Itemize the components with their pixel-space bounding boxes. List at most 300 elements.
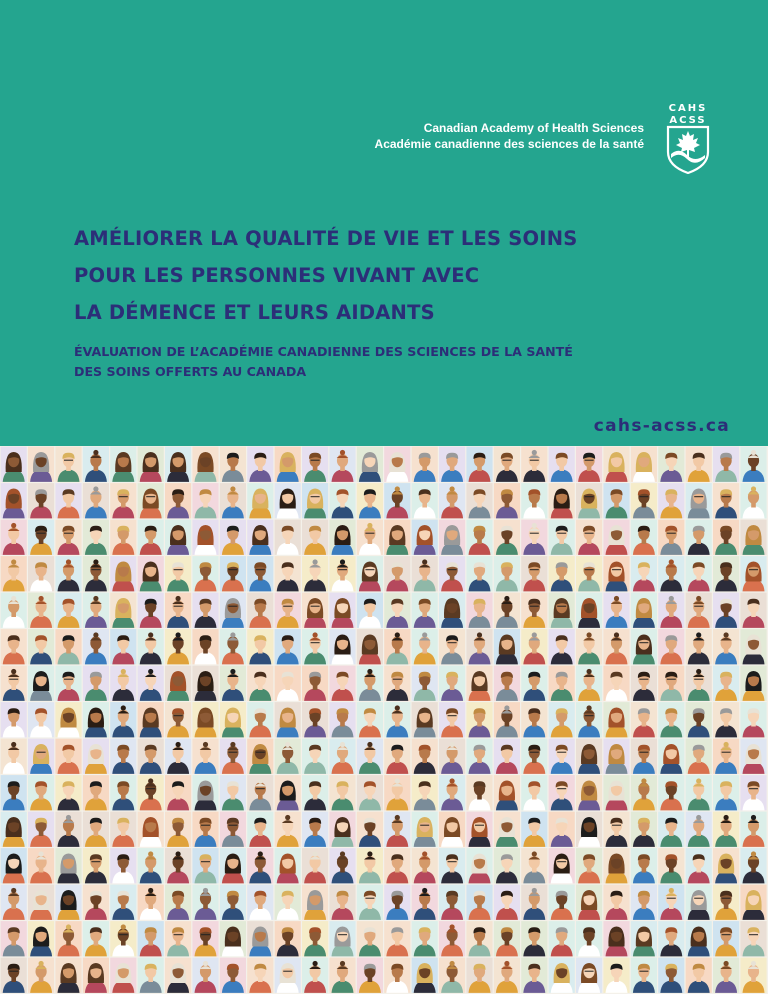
portrait-icon [28,812,54,847]
portrait-icon [83,739,109,774]
portrait-icon [549,812,575,847]
portrait-icon [138,848,164,883]
portrait-icon [110,702,136,737]
portrait-icon [55,666,81,701]
portrait-icon [220,921,246,956]
portrait-icon [110,593,136,628]
portrait-icon [686,593,712,628]
portrait-icon [658,921,684,956]
portrait-icon [275,885,301,920]
portrait-icon [302,812,328,847]
portrait-icon [110,483,136,518]
portrait-icon [521,629,547,664]
portrait-icon [466,483,492,518]
portrait-icon [165,885,191,920]
portrait-icon [603,520,629,555]
portrait-icon [247,739,273,774]
portrait-icon [110,848,136,883]
portrait-icon [384,447,410,482]
portrait-icon [521,447,547,482]
portrait-icon [1,666,27,701]
portrait-icon [576,520,602,555]
portrait-icon [275,593,301,628]
portrait-icon [28,885,54,920]
portrait-icon [686,885,712,920]
portrait-icon [384,885,410,920]
portrait-icon [686,483,712,518]
portrait-icon [521,666,547,701]
portrait-icon [83,775,109,810]
portrait-icon [686,848,712,883]
portrait-icon [439,702,465,737]
portrait-icon [658,556,684,591]
portrait-icon [412,447,438,482]
portrait-icon [28,958,54,993]
portrait-icon [686,958,712,993]
portrait-icon [494,812,520,847]
portrait-icon [55,629,81,664]
portrait-icon [576,958,602,993]
portrait-icon [192,520,218,555]
portrait-icon [603,848,629,883]
portrait-icon [302,483,328,518]
cahs-acss-logo-icon [665,100,711,174]
portrait-icon [603,775,629,810]
portrait-icon [192,958,218,993]
portrait-icon [549,629,575,664]
title-line-2: POUR LES PERSONNES VIVANT AVEC [74,264,480,287]
portrait-icon [302,739,328,774]
portrait-icon [576,885,602,920]
portrait-icon [138,885,164,920]
portrait-icon [384,775,410,810]
portrait-icon [329,629,355,664]
portrait-icon [275,958,301,993]
portrait-icon [55,483,81,518]
portrait-icon [138,593,164,628]
portrait-icon [220,520,246,555]
portrait-icon [740,666,766,701]
portrait-icon [138,739,164,774]
portrait-icon [247,520,273,555]
portrait-icon [439,447,465,482]
portrait-icon [1,593,27,628]
portrait-icon [220,629,246,664]
portrait-icon [603,556,629,591]
portrait-icon [357,921,383,956]
portrait-icon [192,483,218,518]
portrait-icon [412,483,438,518]
portrait-icon [1,775,27,810]
portrait-icon [494,921,520,956]
portrait-icon [549,739,575,774]
portrait-icon [165,702,191,737]
portrait-icon [28,520,54,555]
portrait-icon [357,885,383,920]
portrait-icon [686,666,712,701]
portrait-icon [83,666,109,701]
portrait-icon [713,520,739,555]
portrait-icon [631,885,657,920]
portrait-icon [247,666,273,701]
portrait-icon [55,520,81,555]
portrait-icon [275,921,301,956]
portrait-icon [220,775,246,810]
portrait-icon [631,483,657,518]
portrait-icon [521,775,547,810]
portrait-icon [631,520,657,555]
portrait-icon [439,812,465,847]
portrait-icon [28,447,54,482]
portrait-icon [165,447,191,482]
portrait-icon [357,739,383,774]
portrait-icon [83,556,109,591]
portrait-icon [275,629,301,664]
portrait-icon [1,739,27,774]
portrait-icon [384,812,410,847]
portrait-icon [247,812,273,847]
title-line-3: LA DÉMENCE ET LEURS AIDANTS [74,301,435,324]
portrait-icon [165,848,191,883]
portrait-icon [412,775,438,810]
portrait-icon [192,556,218,591]
portrait-icon [439,556,465,591]
portrait-icon [329,812,355,847]
portrait-icon [521,848,547,883]
portrait-icon [110,775,136,810]
portrait-icon [55,593,81,628]
portrait-icon [357,812,383,847]
portrait-icon [110,520,136,555]
portrait-icon [138,812,164,847]
portrait-icon [631,848,657,883]
portrait-icon [302,447,328,482]
portrait-icon [165,921,191,956]
portrait-icon [713,556,739,591]
portrait-icon [603,812,629,847]
portrait-icon [329,921,355,956]
portrait-icon [275,739,301,774]
portrait-icon [83,483,109,518]
portrait-icon [412,885,438,920]
portrait-icon [165,520,191,555]
portrait-icon [110,958,136,993]
portrait-icon [138,520,164,555]
portrait-icon [192,921,218,956]
portrait-icon [494,739,520,774]
portrait-icon [466,556,492,591]
portrait-icon [439,848,465,883]
portrait-icon [521,921,547,956]
portrait-icon [357,520,383,555]
portrait-icon [603,666,629,701]
portrait-icon [466,921,492,956]
portrait-icon [713,885,739,920]
portrait-icon [412,921,438,956]
portrait-icon [220,739,246,774]
portrait-icon [165,483,191,518]
portrait-icon [192,593,218,628]
portrait-icon [165,775,191,810]
portrait-icon [247,775,273,810]
portrait-icon [302,775,328,810]
portrait-icon [165,739,191,774]
portrait-icon [412,629,438,664]
portrait-icon [192,666,218,701]
portrait-icon [439,593,465,628]
portrait-icon [165,958,191,993]
portrait-icon [713,593,739,628]
portrait-icon [110,739,136,774]
portrait-icon [549,775,575,810]
portrait-icon [247,629,273,664]
portrait-icon [631,447,657,482]
portrait-icon [275,447,301,482]
portrait-icon [576,483,602,518]
portrait-icon [138,483,164,518]
portrait-icon [494,775,520,810]
portrait-icon [275,556,301,591]
portrait-icon [576,921,602,956]
portrait-icon [740,556,766,591]
report-title [74,220,714,331]
portrait-icon [521,885,547,920]
portrait-icon [329,958,355,993]
portrait-icon [357,556,383,591]
portrait-icon [384,921,410,956]
portrait-icon [658,885,684,920]
portrait-icon [192,812,218,847]
people-portraits-mosaic [0,446,768,994]
portrait-icon [302,629,328,664]
portrait-icon [192,885,218,920]
portrait-icon [740,885,766,920]
portrait-icon [220,702,246,737]
portrait-icon [302,702,328,737]
portrait-icon [357,593,383,628]
portrait-icon [55,739,81,774]
subtitle-line-2: DES SOINS OFFERTS AU CANADA [74,364,307,379]
portrait-icon [658,666,684,701]
portrait-icon [494,520,520,555]
portrait-icon [603,593,629,628]
portrait-icon [549,483,575,518]
portrait-icon [412,520,438,555]
portrait-icon [549,921,575,956]
organization-name-english: Canadian Academy of Health Sciences [423,121,644,135]
portrait-icon [631,556,657,591]
portrait-icon [740,447,766,482]
portrait-icon [576,812,602,847]
portrait-icon [631,593,657,628]
portrait-icon [713,739,739,774]
portrait-icon [740,921,766,956]
portrait-icon [329,848,355,883]
portrait-icon [658,447,684,482]
portrait-icon [603,885,629,920]
portrait-icon [110,885,136,920]
portrait-icon [466,702,492,737]
portrait-icon [466,666,492,701]
portrait-icon [275,666,301,701]
portrait-icon [329,885,355,920]
portrait-icon [357,958,383,993]
portrait-icon [549,520,575,555]
portrait-icon [658,629,684,664]
portrait-icon [713,775,739,810]
portrait-icon [631,921,657,956]
portrait-icon [713,629,739,664]
portrait-icon [138,958,164,993]
portrait-icon [55,775,81,810]
portrait-icon [1,958,27,993]
portrait-icon [603,483,629,518]
portrait-icon [55,958,81,993]
portrait-icon [412,848,438,883]
portrait-icon [83,848,109,883]
portrait-icon [55,556,81,591]
portrait-icon [1,812,27,847]
portrait-icon [713,958,739,993]
portrait-icon [713,666,739,701]
portrait-icon [439,666,465,701]
portrait-icon [138,556,164,591]
portrait-icon [576,739,602,774]
portrait-icon [466,520,492,555]
portrait-icon [220,848,246,883]
portrait-icon [412,702,438,737]
portrait-icon [494,958,520,993]
portrait-icon [83,702,109,737]
portrait-icon [631,958,657,993]
portrait-icon [384,702,410,737]
portrait-icon [220,593,246,628]
portrait-icon [83,921,109,956]
portrait-icon [165,629,191,664]
portrait-icon [603,921,629,956]
portrait-icon [412,739,438,774]
portrait-icon [576,848,602,883]
portrait-icon [521,520,547,555]
portrait-icon [55,447,81,482]
portrait-icon [28,921,54,956]
portrait-icon [275,702,301,737]
portrait-icon [138,666,164,701]
portrait-icon [83,447,109,482]
portrait-icon [55,921,81,956]
portrait-icon [412,666,438,701]
portrait-icon [686,447,712,482]
portrait-icon [302,885,328,920]
subtitle-line-1: ÉVALUATION DE L’ACADÉMIE CANADIENNE DES SCIENCES DE LA SANTÉ [74,344,573,359]
portrait-icon [466,739,492,774]
portrait-icon [713,483,739,518]
portrait-icon [302,666,328,701]
portrait-icon [220,958,246,993]
portrait-icon [247,556,273,591]
portrait-icon [658,848,684,883]
portrait-icon [275,520,301,555]
portrait-icon [275,775,301,810]
portrait-icon [549,702,575,737]
portrait-icon [192,775,218,810]
portraits-grid [0,446,768,994]
portrait-icon [165,666,191,701]
portrait-icon [740,958,766,993]
portrait-icon [384,520,410,555]
portrait-icon [686,812,712,847]
portrait-icon [439,739,465,774]
portrait-icon [603,629,629,664]
portrait-icon [466,958,492,993]
portrait-icon [220,666,246,701]
portrait-icon [384,629,410,664]
portrait-icon [110,921,136,956]
portrait-icon [220,556,246,591]
portrait-icon [439,921,465,956]
portrait-icon [1,447,27,482]
portrait-icon [740,812,766,847]
portrait-icon [439,520,465,555]
portrait-icon [576,666,602,701]
portrait-icon [165,593,191,628]
portrait-icon [275,812,301,847]
portrait-icon [494,483,520,518]
portrait-icon [28,666,54,701]
website-url: cahs-acss.ca [593,416,730,436]
portrait-icon [521,483,547,518]
portrait-icon [658,812,684,847]
portrait-icon [631,702,657,737]
portrait-icon [631,739,657,774]
portrait-icon [603,958,629,993]
portrait-icon [466,812,492,847]
organization-names [375,121,644,152]
portrait-icon [658,520,684,555]
portrait-icon [494,702,520,737]
portrait-icon [603,739,629,774]
portrait-icon [275,483,301,518]
portrait-icon [55,848,81,883]
portrait-icon [110,447,136,482]
portrait-icon [439,885,465,920]
portrait-icon [576,775,602,810]
portrait-icon [28,556,54,591]
portrait-icon [357,775,383,810]
portrait-icon [247,958,273,993]
portrait-icon [494,848,520,883]
portrait-icon [302,556,328,591]
portrait-icon [247,848,273,883]
portrait-icon [28,775,54,810]
portrait-icon [439,958,465,993]
portrait-icon [1,848,27,883]
portrait-icon [329,702,355,737]
portrait-icon [549,447,575,482]
portrait-icon [658,593,684,628]
portrait-icon [83,885,109,920]
portrait-icon [192,739,218,774]
portrait-icon [521,958,547,993]
portrait-icon [83,958,109,993]
portrait-icon [412,958,438,993]
portrait-icon [466,447,492,482]
portrait-icon [220,885,246,920]
portrait-icon [192,848,218,883]
report-subtitle [74,342,714,382]
portrait-icon [329,520,355,555]
logo-text-top: CAHS [668,103,708,114]
